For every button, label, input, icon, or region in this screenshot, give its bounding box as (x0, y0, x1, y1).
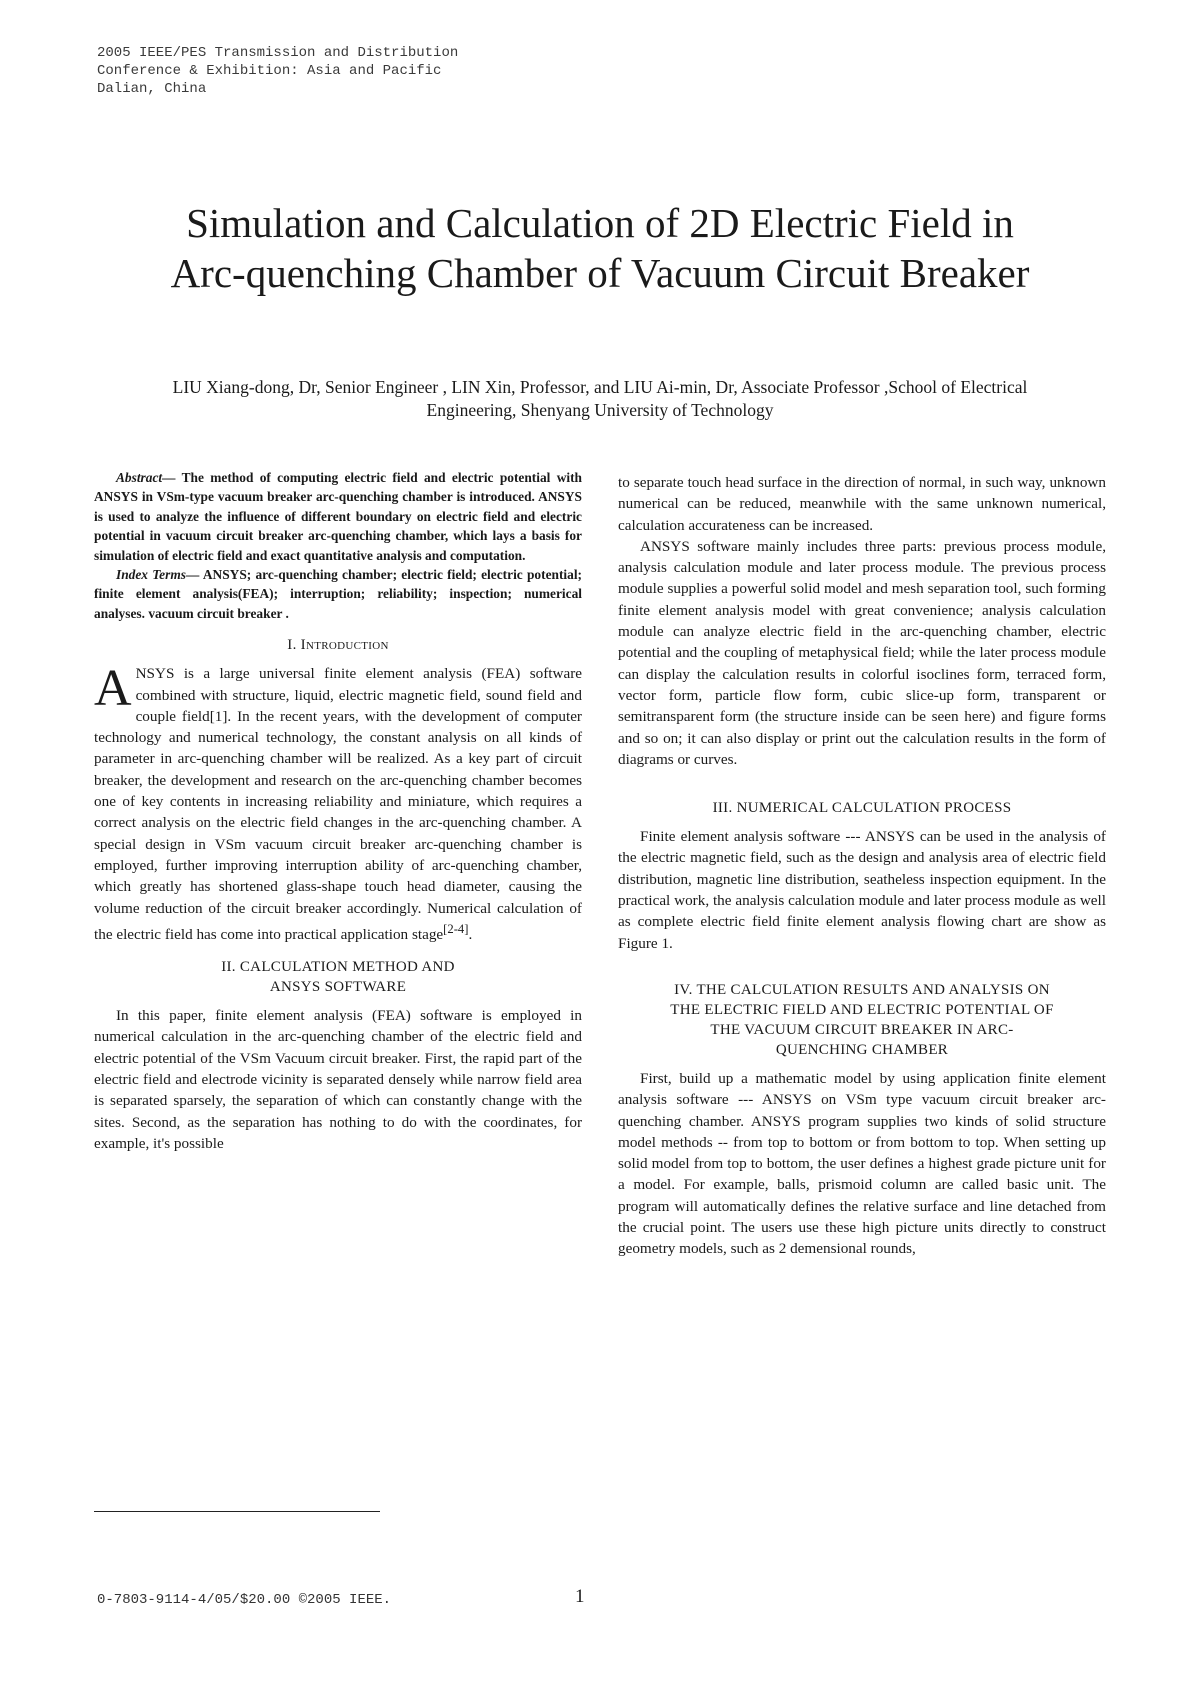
left-column (94, 468, 582, 1154)
section-2-heading-line2: ANSYS SOFTWARE (269, 979, 407, 996)
section-4-heading-line4: QUENCHING CHAMBER (775, 1041, 949, 1058)
right-paragraph-1: to separate touch head surface in the direction of normal, in such way, unknown numerical can be reduced, meanwhile with the same unknown numerical, calculation accurateness can be increased. (618, 474, 1106, 534)
section-2-body: In this paper, finite element analysis (FEA) software is employed in numerical calculation in the arc-quenching chamber of the electric field and electric potential of the VSm Vacuum circuit breaker. First, the rapid part of the electric field and electrode vicinity is separated densely while narrow field area is separated sparsely, the separation of which can constantly change with the sites. Second, as the separation has nothing to do with the coordinates, for example, it's possible (94, 1007, 582, 1152)
drop-cap: A (94, 660, 132, 718)
right-column (618, 472, 1106, 1260)
section-1-body: ANSYS is a large universal finite element analysis (FEA) software combined with structure, liquid, electric magnetic field, sound field and couple field[1]. In the recent years, with the development of computer technology and numerical technology, the constant analysis on all kinds of parameter in arc-quenching chamber will be realized. As a key part of circuit breaker, the development and research on the arc-quenching chamber becomes one of key contents in increasing reliability and miniature, which requires a correct analysis on the electric field changes in the arc-quenching chamber. A special design in VSm vacuum circuit breaker arc-quenching chamber is employed, further improving interruption ability of arc-quenching chamber, which greatly has shortened glass-shape touch head diameter, causing the volume reduction of the circuit breaker accordingly. Numerical calculation of the electric field has come into practical application stage[2-4]. (94, 660, 582, 943)
section-2-heading-line1: II. CALCULATION METHOD AND (221, 959, 455, 976)
paper-title: Simulation and Calculation of 2D Electric Field in Arc-quenching Chamber of Vacuum Circuit Breaker (170, 200, 1030, 296)
footnote-rule (94, 1511, 380, 1512)
right-paragraph-2: ANSYS software mainly includes three parts: previous process module, analysis calculation module and later process module. The previous process module supplies a powerful solid model and mesh separation tool, such forming finite element analysis model with great convenience; analysis calculation module can analyze electric field in the arc-quenching chamber, electric potential and the coupling of metaphysical field; while the later process module can display the calculation results in colorful isoclines form, terraced form, vector form, particle flow form, cubic slice-up form, transparent or semitransparent form (the structure inside can be seen here) and figure forms and so on; it can also display or print out the calculation results in the form of diagrams or curves. (618, 537, 1106, 768)
section-4-heading-line2: THE ELECTRIC FIELD AND ELECTRIC POTENTIAL OF (670, 1001, 1054, 1018)
author-list: LIU Xiang-dong, Dr, Senior Engineer , LIN Xin, Professor, and LIU Ai-min, Dr, Associate Professor ,School of Electrical Engineering, Shenyang University of Technology (172, 377, 1028, 420)
section-4-heading-line1: IV. THE CALCULATION RESULTS AND ANALYSIS ON (674, 981, 1050, 998)
index-terms-label: Index Terms (116, 567, 186, 583)
abstract: Abstract— The method of computing electric field and electric potential with ANSYS in VSm-type vacuum breaker arc-quenching chamber is introduced. ANSYS is used to analyze the influence of different boundary on electric field and electric potential in vacuum circuit breaker arc-quenching chamber, which lays a basis for simulation of electric field and exact quantitative analysis and computation. (94, 470, 583, 563)
conference-header: 2005 IEEE/PES Transmission and Distribution Conference & Exhibition: Asia and Pacific Dalian, China (97, 45, 459, 97)
copyright-code: 0-7803-9114-4/05/$20.00 ©2005 IEEE. (97, 1592, 392, 1608)
section-4-heading (618, 980, 1106, 1060)
section-4-body: First, build up a mathematic model by using application finite element analysis software --- ANSYS on VSm type vacuum circuit breaker arc-quenching chamber. ANSYS program supplies two kinds of solid structure model methods -- from top to bottom or from bottom to top. When setting up solid model from top to bottom, the user defines a highest grade picture unit for a model. For example, balls, prismoid column are called basic unit. The program will automatically defines the relative surface and line detached from the crucial point. The users use these high picture units directly to construct geometry models, such as 2 demensional rounds, (618, 1069, 1106, 1258)
section-3-heading: III. NUMERICAL CALCULATION PROCESS (712, 800, 1012, 817)
index-terms: Index Terms— ANSYS; arc-quenching chamber; electric field; electric potential; finite element analysis(FEA); interruption; reliability; inspection; numerical analyses. vacuum circuit breaker . (94, 567, 583, 621)
index-terms-text: ANSYS; arc-quenching chamber; electric field; electric potential; finite element analysis(FEA); interruption; reliability; inspection; numerical analyses. vacuum circuit breaker . (94, 567, 583, 621)
section-1-text: NSYS is a large universal finite element analysis (FEA) software combined with structure, liquid, electric magnetic field, sound field and couple field[1]. In the recent years, with the development of computer technology and numerical technology, the constant analysis on all kinds of parameter in arc-quenching chamber will be realized. As a key part of circuit breaker, the development and research on the arc-quenching chamber becomes one of key contents in increasing reliability and miniature, which requires a correct analysis on the electric field changes in the arc-quenching chamber. A special design in VSm vacuum circuit breaker arc-quenching chamber is employed, further improving interruption ability of arc-quenching chamber, which greatly has shortened glass-shape touch head diameter, causing the volume reduction of the circuit breaker accordingly. Numerical calculation of the electric field has come into practical application stage (94, 665, 582, 943)
reference-marker: [2-4] (443, 921, 469, 936)
page-number: 1 (575, 1586, 585, 1607)
abstract-label: Abstract (116, 470, 163, 485)
section-1-heading: I. Introduction (287, 637, 389, 654)
section-3-body: Finite element analysis software --- ANSYS can be used in the analysis of the electric magnetic field, such as the design and analysis area of electric field distribution, magnetic line distribution, seatheless inspection equipment. In the practical work, the analysis calculation module and later process module as well as complete electric field finite element analysis flowing chart are show as Figure 1. (618, 828, 1106, 952)
section-2-heading (94, 957, 582, 997)
section-4-heading-line3: THE VACUUM CIRCUIT BREAKER IN ARC- (710, 1021, 1014, 1038)
abstract-text: The method of computing electric field and electric potential with ANSYS in VSm-type vacuum breaker arc-quenching chamber is introduced. ANSYS is used to analyze the influence of different boundary on electric field and electric potential in vacuum circuit breaker arc-quenching chamber, which lays a basis for simulation of electric field and exact quantitative analysis and computation. (94, 470, 583, 563)
